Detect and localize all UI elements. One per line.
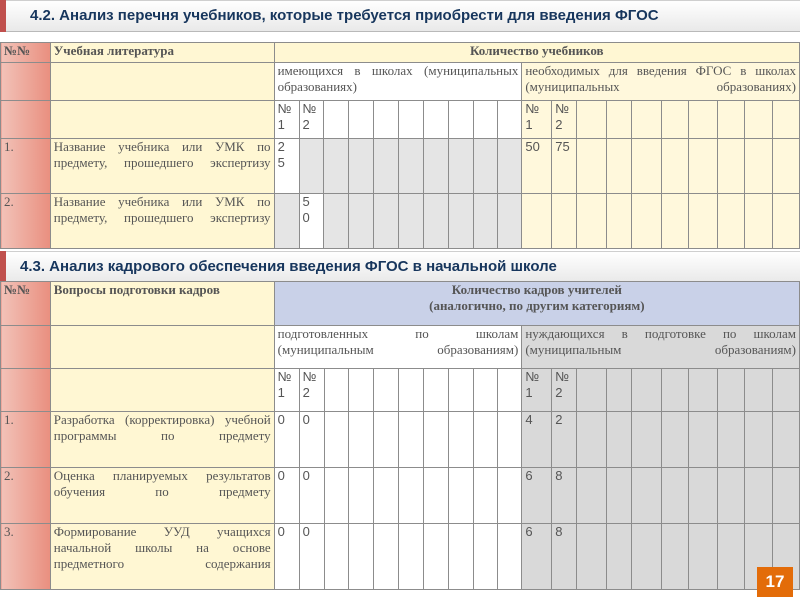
school-1-label: № 1 — [522, 369, 552, 412]
page-number-badge: 17 — [757, 567, 793, 597]
table-row — [1, 412, 800, 468]
school-number-row — [1, 101, 800, 139]
questions-column-header: Вопросы подготовки кадров — [50, 282, 274, 326]
trained-school-2: 0 — [299, 412, 324, 468]
school-1-label: № 1 — [522, 101, 552, 139]
available-school-2: 5 0 — [299, 194, 324, 249]
available-in-schools-header: имеющихся в школах (муниципальных образованиях) — [274, 63, 522, 101]
number-cell-blank — [1, 326, 51, 369]
textbooks-table — [0, 42, 800, 249]
school-1-label: № 1 — [274, 369, 299, 412]
quantity-group-header: Количество учебников — [274, 43, 799, 63]
staffing-table — [0, 281, 800, 590]
trained-school-1: 0 — [274, 412, 299, 468]
title-cell-blank — [50, 63, 274, 101]
needing-school-1: 6 — [522, 468, 552, 524]
header-row — [1, 282, 800, 326]
section-43-heading: 4.3. Анализ кадрового обеспечения введения ФГОС в начальной школе — [20, 258, 557, 275]
school-1-label: № 1 — [274, 101, 299, 139]
needing-school-1: 6 — [522, 524, 552, 590]
required-school-1 — [522, 194, 552, 249]
school-number-row — [1, 369, 800, 412]
school-2-label: № 2 — [552, 369, 577, 412]
needing-school-2: 8 — [552, 468, 577, 524]
table-row — [1, 139, 800, 194]
banner-accent-bar — [0, 251, 6, 283]
title-cell-blank — [50, 326, 274, 369]
available-school-1 — [274, 194, 299, 249]
trained-by-school-header: подготовленных по школам (муниципальным образованиям) — [274, 326, 522, 369]
number-column-header: №№ — [1, 282, 51, 326]
row-number: 2. — [1, 468, 51, 524]
table-row — [1, 524, 800, 590]
trained-school-2: 0 — [299, 468, 324, 524]
needing-school-2: 8 — [552, 524, 577, 590]
textbook-name: Название учебника или УМК по предмету, прошедшего экспертизу — [50, 194, 274, 249]
trained-school-2: 0 — [299, 524, 324, 590]
textbook-name: Название учебника или УМК по предмету, прошедшего экспертизу — [50, 139, 274, 194]
header-row — [1, 43, 800, 63]
required-for-fgos-header: необходимых для введения ФГОС в школах (муниципальных образованиях) — [522, 63, 800, 101]
literature-column-header: Учебная литература — [50, 43, 274, 63]
training-question: Разработка (корректировка) учебной программы по предмету — [50, 412, 274, 468]
school-2-label: № 2 — [552, 101, 577, 139]
available-school-1: 2 5 — [274, 139, 299, 194]
section-42-heading: 4.2. Анализ перечня учебников, которые требуется приобрести для введения ФГОС — [30, 7, 659, 24]
training-question: Оценка планируемых результатов обучения по предмету — [50, 468, 274, 524]
subheader-row — [1, 326, 800, 369]
available-school-2 — [299, 139, 324, 194]
training-question: Формирование УУД учащихся начальной школы на основе предметного содержания — [50, 524, 274, 590]
required-school-2: 75 — [552, 139, 577, 194]
number-column-header: №№ — [1, 43, 51, 63]
row-number: 2. — [1, 194, 51, 249]
required-school-1: 50 — [522, 139, 552, 194]
row-number: 1. — [1, 139, 51, 194]
required-school-2 — [552, 194, 577, 249]
needing-training-header: нуждающихся в подготовке по школам (муниципальным образованиям) — [522, 326, 800, 369]
teacher-count-title: Количество кадров учителей — [451, 282, 622, 297]
school-2-label: № 2 — [299, 369, 324, 412]
title-cell-blank — [50, 101, 274, 139]
trained-school-1: 0 — [274, 524, 299, 590]
section-42-banner — [0, 0, 800, 32]
number-cell-blank — [1, 101, 51, 139]
teacher-count-subtitle: (аналогично, по другим категориям) — [429, 298, 645, 313]
row-number: 3. — [1, 524, 51, 590]
title-cell-blank — [50, 369, 274, 412]
banner-accent-bar — [0, 0, 6, 32]
needing-school-1: 4 — [522, 412, 552, 468]
section-43-banner — [0, 251, 800, 283]
subheader-row — [1, 63, 800, 101]
school-2-label: № 2 — [299, 101, 324, 139]
number-cell-blank — [1, 369, 51, 412]
row-number: 1. — [1, 412, 51, 468]
needing-school-2: 2 — [552, 412, 577, 468]
table-row — [1, 468, 800, 524]
table-row — [1, 194, 800, 249]
teacher-count-group-header — [274, 282, 799, 326]
number-cell-blank — [1, 63, 51, 101]
trained-school-1: 0 — [274, 468, 299, 524]
